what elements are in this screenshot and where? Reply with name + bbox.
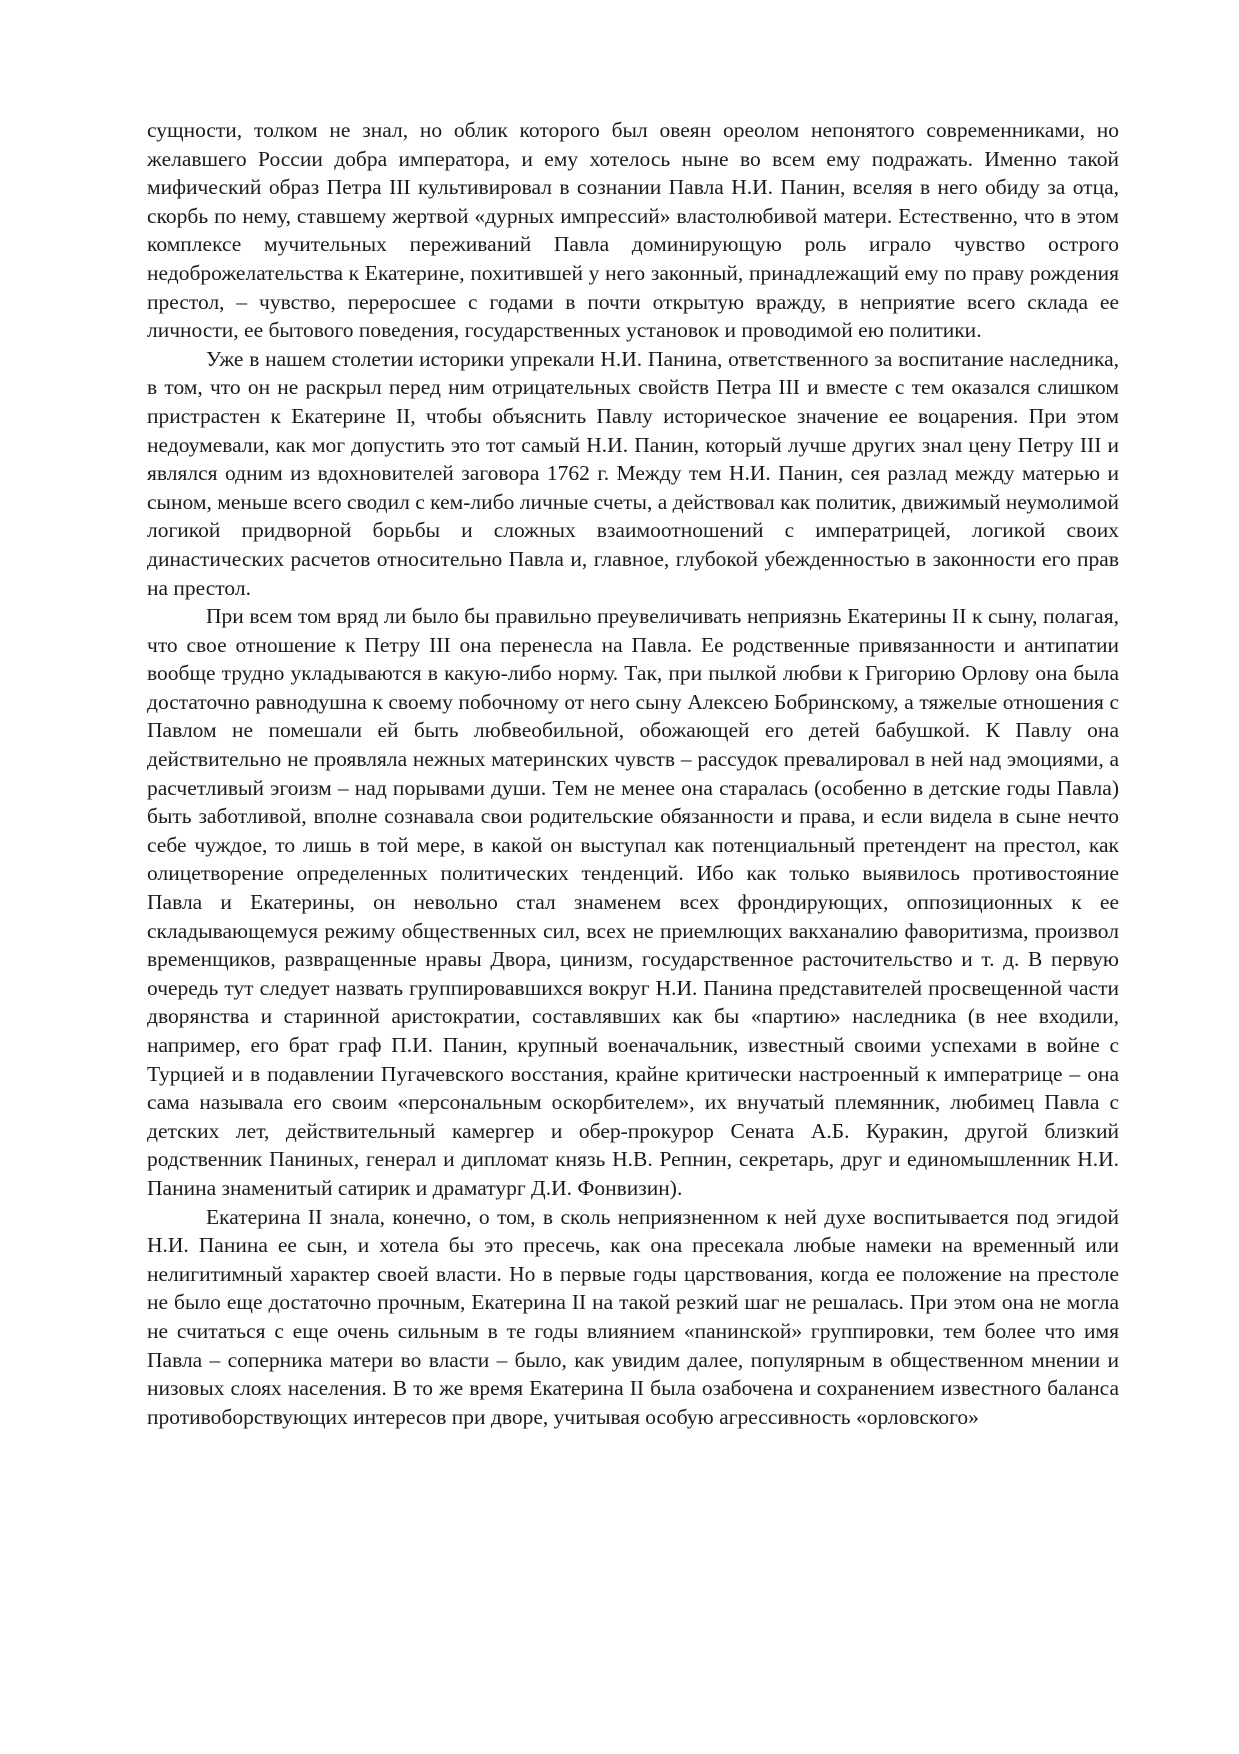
paragraph-2: Уже в нашем столетии историки упрекали Н.И. Панина, ответственного за воспитание наследника, в том, что он не раскрыл перед ним отрицательных свойств Петра III и вместе с тем оказался слишком пристрастен к Екатерине II, чтобы объяснить Павлу историческое значение ее воцарения. При этом недоумевали, как мог допустить это тот самый Н.И. Панин, который лучше других знал цену Петру III и являлся одним из вдохновителей заговора 1762 г. Между тем Н.И. Панин, сея разлад между матерью и сыном, меньше всего сводил с кем-либо личные счеты, а действовал как политик, движимый неумолимой логикой придворной борьбы и сложных взаимоотношений с императрицей, логикой своих династических расчетов относительно Павла и, главное, глубокой убежденностью в законности его прав на престол.	[147, 346, 1119, 600]
paragraph-1: сущности, толком не знал, но облик которого был овеян ореолом непонятого современниками, но желавшего России добра императора, и ему хотелось ныне во всем ему подражать. Именно такой мифический образ Петра III культивировал в сознании Павла Н.И. Панин, вселяя в него обиду за отца, скорбь по нему, ставшему жертвой «дурных импрессий» властолюбивой матери. Естественно, что в этом комплексе мучительных переживаний Павла доминирующую роль играло чувство острого недоброжелательства к Екатерине, похитившей у него законный, принадлежащий ему по праву рождения престол, – чувство, переросшее с годами в почти открытую вражду, в неприятие всего склада ее личности, ее бытового поведения, государственных установок и проводимой ею политики.	[147, 118, 1119, 343]
document-page	[147, 116, 1119, 1431]
paragraph-4: Екатерина II знала, конечно, о том, в сколь неприязненном к ней духе воспитывается под эгидой Н.И. Панина ее сын, и хотела бы это пресечь, как она пресекала любые намеки на временный или нелигитимный характер своей власти. Но в первые годы царствования, когда ее положение на престоле не было еще достаточно прочным, Екатерина II на такой резкий шаг не решалась. При этом она не могла не считаться с еще очень сильным в те годы влиянием «панинской» группировки, тем более что имя Павла – соперника матери во власти – было, как увидим далее, популярным в общественном мнении и низовых слоях населения. В то же время Екатерина II была озабочена и сохранением известного баланса противоборствующих интересов при дворе, учитывая особую агрессивность «орловского»	[147, 1204, 1119, 1429]
paragraph-3: При всем том вряд ли было бы правильно преувеличивать неприязнь Екатерины II к сыну, полагая, что свое отношение к Петру III она перенесла на Павла. Ее родственные привязанности и антипатии вообще трудно укладываются в какую-либо норму. Так, при пылкой любви к Григорию Орлову она была достаточно равнодушна к своему побочному от него сыну Алексею Бобринскому, а тяжелые отношения с Павлом не помешали ей быть любвеобильной, обожающей его детей бабушкой. К Павлу она действительно не проявляла нежных материнских чувств – рассудок превалировал в ней над эмоциями, а расчетливый эгоизм – над порывами души. Тем не менее она старалась (особенно в детские годы Павла) быть заботливой, вполне сознавала свои родительские обязанности и права, и если видела в сыне нечто себе чуждое, то лишь в той мере, в какой он выступал как потенциальный претендент на престол, как олицетворение определенных политических тенденций. Ибо как только выявилось противостояние Павла и Екатерины, он невольно стал знаменем всех фрондирующих, оппозиционных к ее складывающемуся режиму общественных сил, всех не приемлющих вакханалию фаворитизма, произвол временщиков, развращенные нравы Двора, цинизм, государственное расточительство и т. д. В первую очередь тут следует назвать группировавшихся вокруг Н.И. Панина представителей просвещенной части дворянства и старинной аристократии, составлявших как бы «партию» наследника (в нее входили, например, его брат граф П.И. Панин, крупный военачальник, известный своими успехами в войне с Турцией и в подавлении Пугачевского восстания, крайне критически настроенный к императрице – она сама называла его своим «персональным оскорбителем», их внучатый племянник, любимец Павла с детских лет, действительный камергер и обер-прокурор Сената А.Б. Куракин, другой близкий родственник Паниных, генерал и дипломат князь Н.В. Репнин, секретарь, друг и единомышленник Н.И. Панина знаменитый сатирик и драматург Д.И. Фонвизин).	[147, 604, 1119, 1200]
